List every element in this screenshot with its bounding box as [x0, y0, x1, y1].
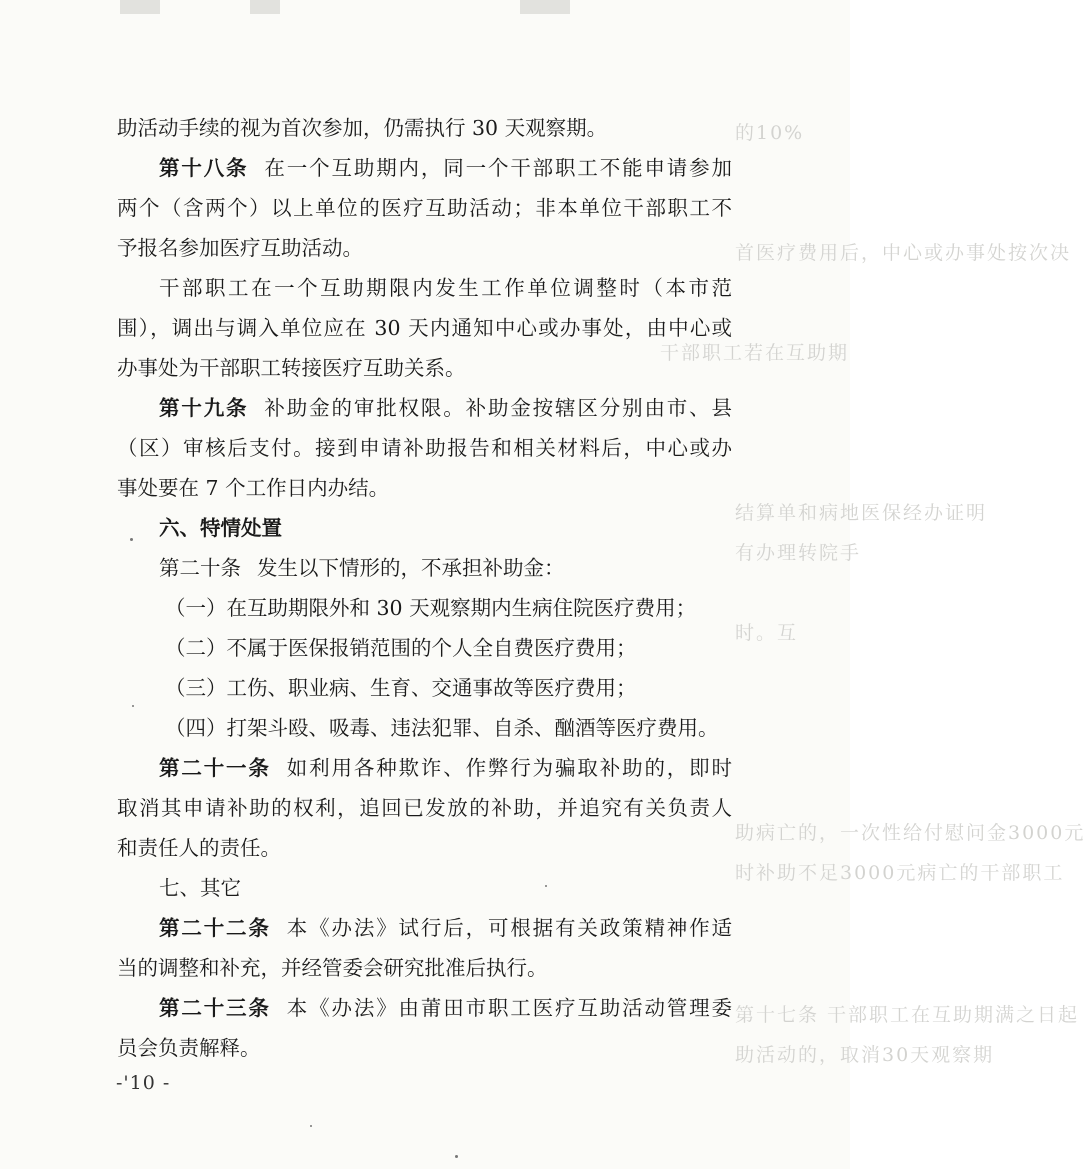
paragraph-line: 取消其申请补助的权利，追回已发放的补助，并追究有关负责人	[117, 796, 732, 820]
list-item: （三）工伤、职业病、生育、交通事故等医疗费用；	[165, 676, 637, 700]
article-label: 第二十一条	[159, 756, 271, 780]
bleed-through: 结算单和病地医保经办证明	[735, 502, 988, 524]
bleed-through: 时。互	[735, 622, 799, 644]
bleed-through: 首医疗费用后，中心或办事处按次决	[735, 242, 1072, 264]
section-7-title: 七、其它	[159, 876, 241, 900]
article-label: 第二十条	[159, 556, 241, 580]
article-label: 第十八条	[159, 156, 249, 180]
paragraph-line: 事处要在 7 个工作日内办结。	[117, 476, 390, 500]
list-item: （四）打架斗殴、吸毒、违法犯罪、自杀、酗酒等医疗费用。	[165, 716, 719, 740]
bleed-through: 助活动的，取消30天观察期	[735, 1044, 995, 1066]
paragraph-line: 予报名参加医疗互助活动。	[117, 236, 363, 260]
bleed-through: 时补助不足3000元病亡的干部职工	[735, 862, 1065, 884]
bleed-through: 干部职工若在互助期	[660, 342, 850, 364]
paragraph-line: 围），调出与调入单位应在 30 天内通知中心或办事处，由中心或	[117, 316, 732, 340]
scan-speck	[545, 885, 547, 887]
paragraph-line: 干部职工在一个互助期限内发生工作单位调整时（本市范	[159, 276, 732, 300]
paragraph-line: 办事处为干部职工转接医疗互助关系。	[117, 356, 466, 380]
scan-speck	[455, 1155, 458, 1158]
list-item: （二）不属于医保报销范围的个人全自费医疗费用；	[165, 636, 637, 660]
article-22-line: 第二十二条 本《办法》试行后，可根据有关政策精神作适	[159, 916, 733, 940]
article-19-line: 第十九条 补助金的审批权限。补助金按辖区分别由市、县	[159, 396, 733, 420]
article-20-line: 第二十条 发生以下情形的，不承担补助金：	[159, 556, 565, 580]
paragraph-line: 当的调整和补充，并经管委会研究批准后执行。	[117, 956, 548, 980]
bleed-through: 有办理转院手	[735, 542, 862, 564]
paragraph-line: 员会负责解释。	[117, 1036, 261, 1060]
scan-artifact	[250, 0, 280, 14]
list-item: （一）在互助期限外和 30 天观察期内生病住院医疗费用；	[165, 596, 697, 620]
bleed-through: 的10%	[735, 122, 805, 144]
paragraph-line: （区）审核后支付。接到申请补助报告和相关材料后，中心或办	[117, 436, 732, 460]
article-23-line: 第二十三条 本《办法》由莆田市职工医疗互助活动管理委	[159, 996, 733, 1020]
scan-speck	[310, 1125, 312, 1127]
scan-artifact	[120, 0, 160, 14]
section-6-title: 六、特情处置	[159, 516, 282, 540]
paragraph-line: 两个（含两个）以上单位的医疗互助活动；非本单位干部职工不	[117, 196, 732, 220]
article-21-line: 第二十一条 如利用各种欺诈、作弊行为骗取补助的，即时	[159, 756, 733, 780]
article-label: 第十九条	[159, 396, 249, 420]
scan-artifact	[520, 0, 570, 14]
article-18-line: 第十八条 在一个互助期内，同一个干部职工不能申请参加	[159, 156, 733, 180]
paragraph-line: 助活动手续的视为首次参加，仍需执行 30 天观察期。	[117, 116, 608, 140]
page-number: -'10 -	[116, 1072, 171, 1094]
scan-speck	[132, 705, 134, 707]
document-body	[117, 108, 732, 1068]
article-label: 第二十二条	[159, 916, 271, 940]
article-label: 第二十三条	[159, 996, 271, 1020]
scan-speck	[130, 538, 133, 541]
bleed-through: 第十七条 干部职工在互助期满之日起	[735, 1004, 1080, 1026]
bleed-through: 助病亡的，一次性给付慰问金3000元	[735, 822, 1085, 844]
paragraph-line: 和责任人的责任。	[117, 836, 281, 860]
